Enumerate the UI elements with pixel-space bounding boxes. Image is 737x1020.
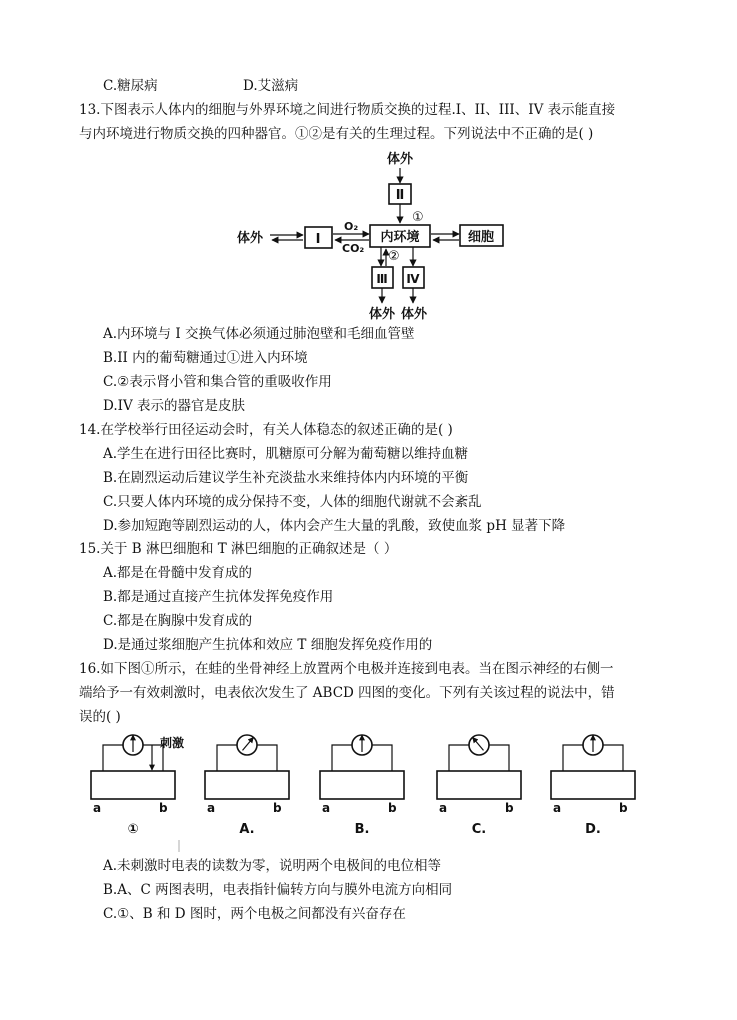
panel-b-caption: B.	[354, 822, 370, 837]
q13-organ-2: Ⅱ	[395, 188, 405, 203]
q14-option-c: C.只要人体内环境的成分保持不变，人体的细胞代谢就不会紊乱	[103, 494, 482, 510]
q16-stem-line-3: 误的( )	[79, 709, 121, 725]
q13-process-2: ②	[388, 249, 400, 264]
panel-d-label-a: a	[553, 801, 562, 815]
q13-outside-bottom-2: 体外	[400, 307, 428, 322]
q13-organ-4: Ⅳ	[406, 272, 420, 286]
q15-option-d: D.是通过浆细胞产生抗体和效应 T 细胞发挥免疫作用的	[103, 637, 433, 653]
q13-outside-top: 体外	[386, 152, 414, 167]
panel-c-nerve	[437, 771, 521, 799]
panel-1-label-a: a	[93, 801, 102, 815]
panel-b-wire-right	[372, 745, 392, 771]
panel-1-label-b: b	[159, 801, 168, 815]
q14-stem: 14.在学校举行田径运动会时，有关人体稳态的叙述正确的是( )	[79, 422, 453, 438]
panel-c-label-b: b	[505, 801, 514, 815]
q13-o2: O₂	[344, 220, 359, 233]
q13-stem-line-1: 13.下图表示人体内的细胞与外界环境之间进行物质交换的过程.I、II、III、IV 表示能直接	[79, 102, 616, 118]
q13-cell: 细胞	[467, 230, 495, 245]
option-c: C.糖尿病	[103, 78, 158, 94]
q16-stem-line-1: 16.如下图①所示，在蛙的坐骨神经上放置两个电极并连接到电表。当在图示神经的右侧一	[79, 661, 614, 677]
q13-outside-bottom-1: 体外	[368, 307, 396, 322]
panel-b-wire-left	[332, 745, 352, 771]
q16-option-c: C.①、B 和 D 图时，两个电极之间都没有兴奋存在	[103, 906, 406, 922]
panel-b-nerve	[320, 771, 404, 799]
panel-c-label-a: a	[439, 801, 448, 815]
panel-d-wire-left	[563, 745, 583, 771]
q14-option-d: D.参加短跑等剧烈运动的人，体内会产生大量的乳酸，致使血浆 pH 显著下降	[103, 518, 566, 534]
q13-organ-3: Ⅲ	[376, 272, 388, 286]
q16-option-b: B.A、C 两图表明，电表指针偏转方向与膜外电流方向相同	[103, 882, 453, 898]
q13-inner-env: 内环境	[380, 230, 420, 245]
panel-d-wire-right	[603, 745, 623, 771]
q14-option-a: A.学生在进行田径比赛时，肌糖原可分解为葡萄糖以维持血糖	[103, 446, 469, 462]
panel-a-label-a: a	[207, 801, 216, 815]
panel-a-wire-left	[217, 745, 237, 771]
panel-a-label-b: b	[273, 801, 282, 815]
q13-option-c: C.②表示肾小管和集合管的重吸收作用	[103, 374, 332, 390]
q15-option-a: A.都是在骨髓中发育成的	[103, 565, 253, 581]
q13-co2: CO₂	[342, 242, 365, 255]
q15-option-b: B.都是通过直接产生抗体发挥免疫作用	[103, 589, 334, 605]
panel-a-nerve	[205, 771, 289, 799]
panel-a-wire-right	[257, 745, 277, 771]
q15-option-c: C.都是在胸腺中发育成的	[103, 613, 253, 629]
panel-d-label-b: b	[619, 801, 628, 815]
q13-outside-left: 体外	[237, 231, 264, 246]
panel-d-caption: D.	[585, 822, 601, 837]
panel-b-label-b: b	[388, 801, 397, 815]
q13-process-1: ①	[412, 210, 424, 225]
option-d: D.艾滋病	[243, 78, 299, 94]
panel-c-wire-left	[449, 745, 469, 771]
q16-stimulus: 刺激	[160, 736, 185, 750]
q13-organ-1: I	[315, 232, 321, 247]
q15-stem: 15.关于 B 淋巴细胞和 T 淋巴细胞的正确叙述是（ ）	[79, 541, 398, 557]
panel-c-wire-right	[489, 745, 509, 771]
q13-option-b: B.II 内的葡萄糖通过①进入内环境	[103, 350, 308, 366]
q13-option-a: A.内环境与 I 交换气体必须通过肺泡壁和毛细血管壁	[103, 326, 415, 342]
panel-1-caption: ①	[127, 822, 139, 837]
q14-option-b: B.在剧烈运动后建议学生补充淡盐水来维持体内内环境的平衡	[103, 470, 469, 486]
q16-stem-line-2: 端给予一有效刺激时，电表依次发生了 ABCD 四图的变化。下列有关该过程的说法中，错	[79, 685, 615, 701]
panel-1-wire-left	[103, 745, 123, 771]
panel-a-caption: A.	[239, 822, 255, 837]
panel-d-nerve	[551, 771, 635, 799]
q13-stem-line-2: 与内环境进行物质交换的四种器官。①②是有关的生理过程。下列说法中不正确的是( )	[79, 126, 594, 142]
panel-1-nerve	[91, 771, 175, 799]
panel-c-caption: C.	[471, 822, 487, 837]
panel-b-label-a: a	[322, 801, 331, 815]
q13-option-d: D.IV 表示的器官是皮肤	[103, 398, 246, 414]
q16-option-a: A.未刺激时电表的读数为零，说明两个电极间的电位相等	[103, 858, 442, 874]
